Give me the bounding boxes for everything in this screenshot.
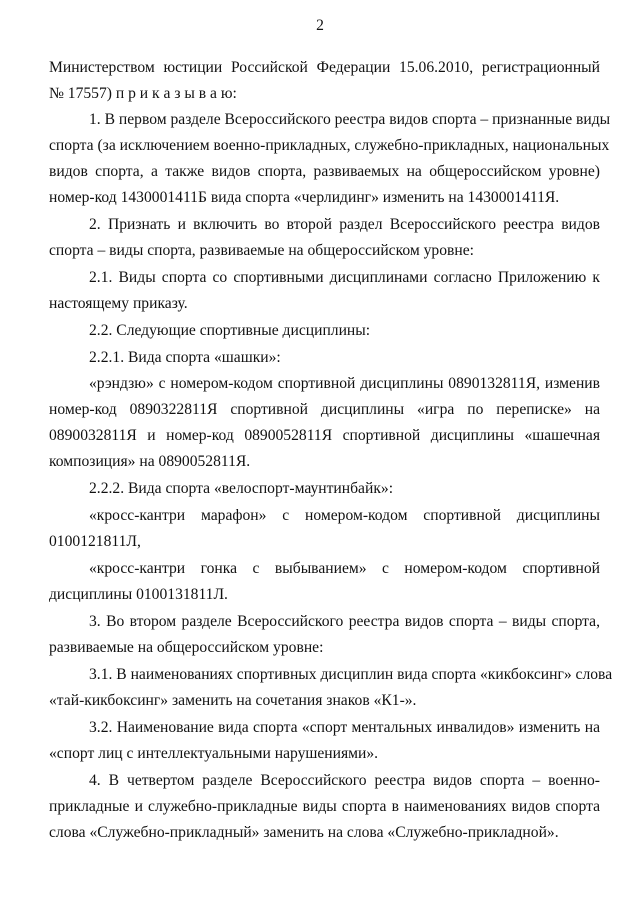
text-line-13: «рэндзю» с номером-кодом спортивной дисциплины 0890132811Я, изменив bbox=[89, 375, 600, 392]
text-line-16: композиция» на 0890052811Я. bbox=[49, 453, 251, 470]
text-line-5: видов спорта, а также видов спорта, развиваемых на общероссийском уровне) bbox=[49, 163, 600, 180]
text-line-20: «кросс-кантри гонка с выбыванием» с номером-кодом спортивной bbox=[89, 560, 600, 577]
text-line-8: спорта – виды спорта, развиваемые на общероссийском уровне: bbox=[49, 242, 474, 259]
text-line-6: номер-код 1430001411Б вида спорта «черлидинг» изменить на 1430001411Я. bbox=[49, 189, 560, 206]
text-line-18: «кросс-кантри марафон» с номером-кодом спортивной дисциплины bbox=[89, 507, 600, 524]
text-line-3: 1. В первом разделе Всероссийского реестра видов спорта – признанные виды bbox=[89, 111, 611, 128]
text-line-14: номер-код 0890322811Я спортивной дисциплины «игра по переписке» на bbox=[49, 401, 600, 418]
text-line-25: «тай-кикбоксинг» заменить на сочетания знаков «К1-». bbox=[49, 692, 417, 709]
text-line-17: 2.2.2. Вида спорта «велоспорт-маунтинбайк»: bbox=[89, 480, 394, 497]
text-line-29: прикладные и служебно-прикладные виды спорта в наименованиях видов спорта bbox=[49, 798, 600, 815]
text-line-12: 2.2.1. Вида спорта «шашки»: bbox=[89, 349, 281, 366]
text-line-30: слова «Служебно-прикладный» заменить на слова «Служебно-прикладной». bbox=[49, 824, 559, 841]
text-line-11: 2.2. Следующие спортивные дисциплины: bbox=[89, 322, 371, 339]
text-line-1: Министерством юстиции Российской Федерации 15.06.2010, регистрационный bbox=[49, 59, 600, 76]
text-line-22: 3. Во втором разделе Всероссийского реестра видов спорта – виды спорта, bbox=[89, 613, 600, 630]
text-line-9: 2.1. Виды спорта со спортивными дисциплинами согласно Приложению к bbox=[89, 269, 600, 286]
text-line-15: 0890032811Я и номер-код 0890052811Я спортивной дисциплины «шашечная bbox=[49, 427, 600, 444]
text-line-27: «спорт лиц с интеллектуальными нарушениями». bbox=[49, 745, 379, 762]
page-number: 2 bbox=[316, 17, 324, 34]
text-line-24: 3.1. В наименованиях спортивных дисциплин вида спорта «кикбоксинг» слова bbox=[89, 666, 613, 683]
text-line-19: 0100121811Л, bbox=[49, 533, 141, 550]
text-line-10: настоящему приказу. bbox=[49, 295, 188, 312]
text-line-23: развиваемые на общероссийском уровне: bbox=[49, 639, 324, 656]
text-line-2: № 17557) п р и к а з ы в а ю: bbox=[49, 85, 237, 102]
text-line-4: спорта (за исключением военно-прикладных, служебно-прикладных, национальных bbox=[49, 137, 610, 154]
text-line-7: 2. Признать и включить во второй раздел Всероссийского реестра видов bbox=[89, 216, 600, 233]
text-line-28: 4. В четвертом разделе Всероссийского реестра видов спорта – военно- bbox=[89, 772, 600, 789]
text-line-21: дисциплины 0100131811Л. bbox=[49, 586, 228, 603]
text-line-26: 3.2. Наименование вида спорта «спорт ментальных инвалидов» изменить на bbox=[89, 719, 600, 736]
